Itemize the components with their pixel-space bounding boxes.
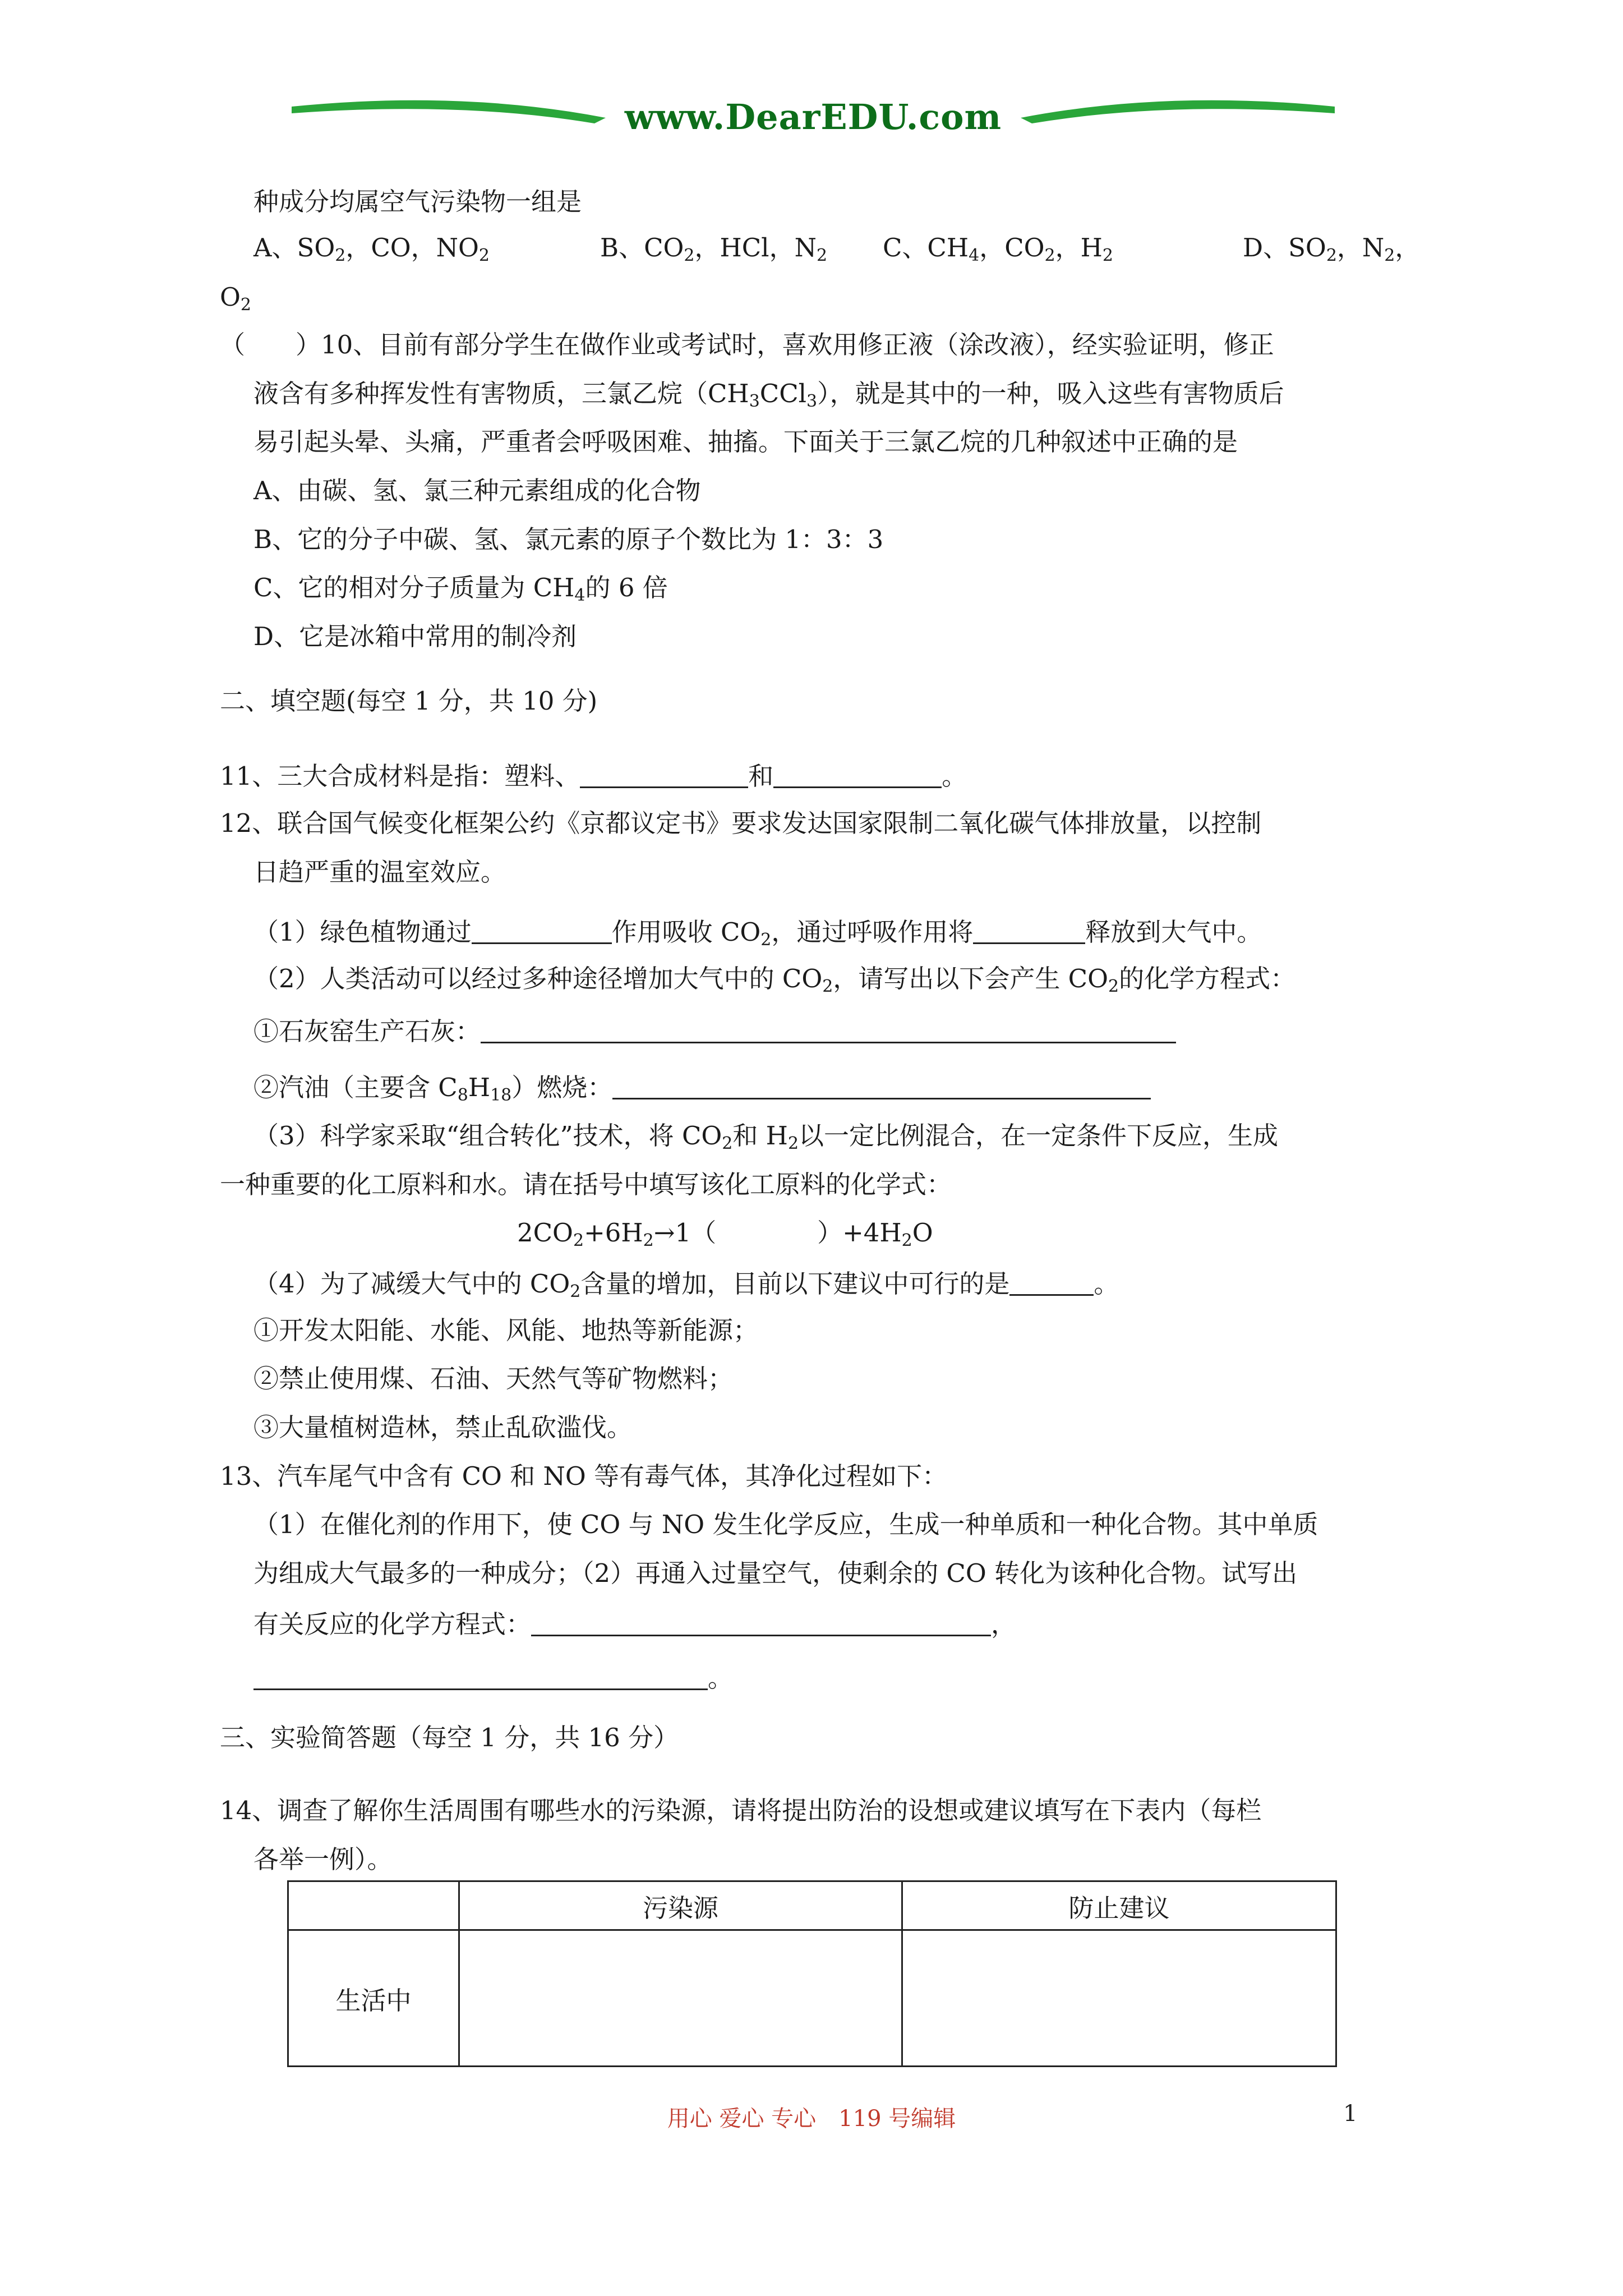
pollution-table	[287, 1880, 1337, 2067]
q12-line2: 日趋严重的温室效应。	[253, 857, 506, 887]
q12-blank-release[interactable]	[973, 913, 1085, 944]
table-header-row	[288, 1881, 1336, 1930]
q12-part2-b: ②汽油（主要含 $C_8H_{18}$）燃烧：	[253, 1069, 1151, 1105]
q14-line1: 14、调查了解你生活周围有哪些水的污染源，请将提出防治的设想或建议填写在下表内（每栏	[220, 1796, 1262, 1825]
q13-line4: 有关反应的化学方程式： ，	[253, 1605, 1016, 1641]
q9-option-d[interactable]: D、$SO_2$，$N_2$，	[1243, 233, 1421, 265]
q11-blank-1[interactable]	[580, 757, 748, 788]
q11-blank-2[interactable]	[773, 757, 942, 788]
q13-line5: 。	[253, 1659, 733, 1695]
q10-option-b[interactable]: B、它的分子中碳、氢、氯元素的原子个数比为 1：3：3	[253, 524, 884, 554]
q12-blank-feasible[interactable]	[1009, 1265, 1094, 1296]
table-header-empty	[288, 1881, 459, 1930]
q9-stem: 种成分均属空气污染物一组是	[253, 187, 582, 217]
q9-option-b[interactable]: B、$CO_2$，HCl，$N_2$	[600, 233, 828, 265]
q9-option-a[interactable]: A、$SO_2$，CO，$NO_2$	[253, 233, 490, 265]
brand-logo[interactable]: www.DearEDU.com	[624, 96, 1002, 137]
q12-equation: $2CO_2+6H_2\to 1$（ ）$+4H_2O$	[517, 1218, 933, 1250]
q13-line1: 13、汽车尾气中含有 CO 和 NO 等有毒气体，其净化过程如下：	[220, 1461, 948, 1491]
q12-part4-option-1: ①开发太阳能、水能、风能、地热等新能源；	[253, 1315, 759, 1345]
table-header-source: 污染源	[459, 1881, 902, 1930]
page-number: 1	[1343, 2101, 1358, 2127]
q12-part1: （1）绿色植物通过 作用吸收 $CO_2$，通过呼吸作用将 释放到大气中。	[253, 913, 1262, 949]
table-header-suggestion: 防止建议	[902, 1881, 1336, 1930]
q10-option-a[interactable]: A、由碳、氢、氯三种元素组成的化合物	[253, 476, 701, 505]
q13-line3: 为组成大气最多的一种成分；（2）再通入过量空气，使剩余的 CO 转化为该种化合物。试写出	[253, 1558, 1298, 1588]
q10-line2: 液含有多种挥发性有害物质，三氯乙烷$(CH_3CCl_3)$，就是其中的一种，吸入这些有害物质后	[253, 379, 1284, 411]
q9-option-d-wrap: $O_2$	[220, 282, 251, 315]
q13-line2: （1）在催化剂的作用下，使 CO 与 NO 发生化学反应，生成一种单质和一种化合物。其中单质	[253, 1510, 1318, 1539]
q12-part2: （2）人类活动可以经过多种途径增加大气中的 $CO_2$，请写出以下会产生 $CO_2$的化学方程式：	[253, 964, 1296, 996]
section-title-experiment: 三、实验简答题（每空 1 分，共 16 分）	[220, 1723, 679, 1752]
q9-option-c[interactable]: C、$CH_4$，$CO_2$，$H_2$	[883, 233, 1113, 265]
q10-line1: （ ）10、目前有部分学生在做作业或考试时，喜欢用修正液（涂改液），经实验证明，修正	[220, 330, 1274, 360]
q12-part4: （4）为了减缓大气中的 $CO_2$含量的增加，目前以下建议中可行的是 。	[253, 1265, 1119, 1301]
q12-blank-photosynthesis[interactable]	[472, 913, 612, 944]
q12-part3-line1: （3）科学家采取“组合转化”技术，将 $CO_2$和 $H_2$以一定比例混合，在一定条件下反应，生成	[253, 1121, 1279, 1153]
q12-part4-option-2: ②禁止使用煤、石油、天然气等矿物燃料；	[253, 1364, 734, 1393]
q12-line1: 12、联合国气候变化框架公约《京都议定书》要求发达国家限制二氧化碳气体排放量，以控制	[220, 808, 1262, 838]
q11: 11、三大合成材料是指：塑料、 和 。	[220, 757, 967, 793]
footer-note: 用心 爱心 专心 119 号编辑	[667, 2106, 956, 2132]
table-row-label: 生活中	[288, 1930, 459, 2067]
q12-part2-a: ①石灰窑生产石灰：	[253, 1013, 1176, 1048]
q12-blank-gasoline-equation[interactable]	[612, 1069, 1151, 1099]
answer-bracket[interactable]: （ ）	[220, 330, 321, 360]
table-cell-source-input[interactable]	[459, 1930, 902, 2067]
q10-option-c[interactable]: C、它的相对分子质量为 $CH_4$的 6 倍	[253, 573, 668, 605]
q10-option-d[interactable]: D、它是冰箱中常用的制冷剂	[253, 622, 577, 651]
q12-blank-lime-equation[interactable]	[481, 1013, 1176, 1043]
table-row	[288, 1930, 1336, 2067]
q14-line2: 各举一例）。	[253, 1844, 393, 1874]
section-title-fill-in: 二、填空题(每空 1 分，共 10 分)	[220, 686, 598, 716]
q12-part4-option-3: ③大量植树造林，禁止乱砍滥伐。	[253, 1412, 633, 1442]
q10-line3: 易引起头晕、头痛，严重者会呼吸困难、抽搐。下面关于三氯乙烷的几种叙述中正确的是	[253, 427, 1238, 457]
q13-blank-equation-1[interactable]	[531, 1605, 991, 1636]
header-banner	[292, 84, 1335, 151]
table-cell-suggestion-input[interactable]	[902, 1930, 1336, 2067]
q13-blank-equation-2[interactable]	[253, 1659, 708, 1690]
q12-part3-line2: 一种重要的化工原料和水。请在括号中填写该化工原料的化学式：	[220, 1170, 952, 1199]
